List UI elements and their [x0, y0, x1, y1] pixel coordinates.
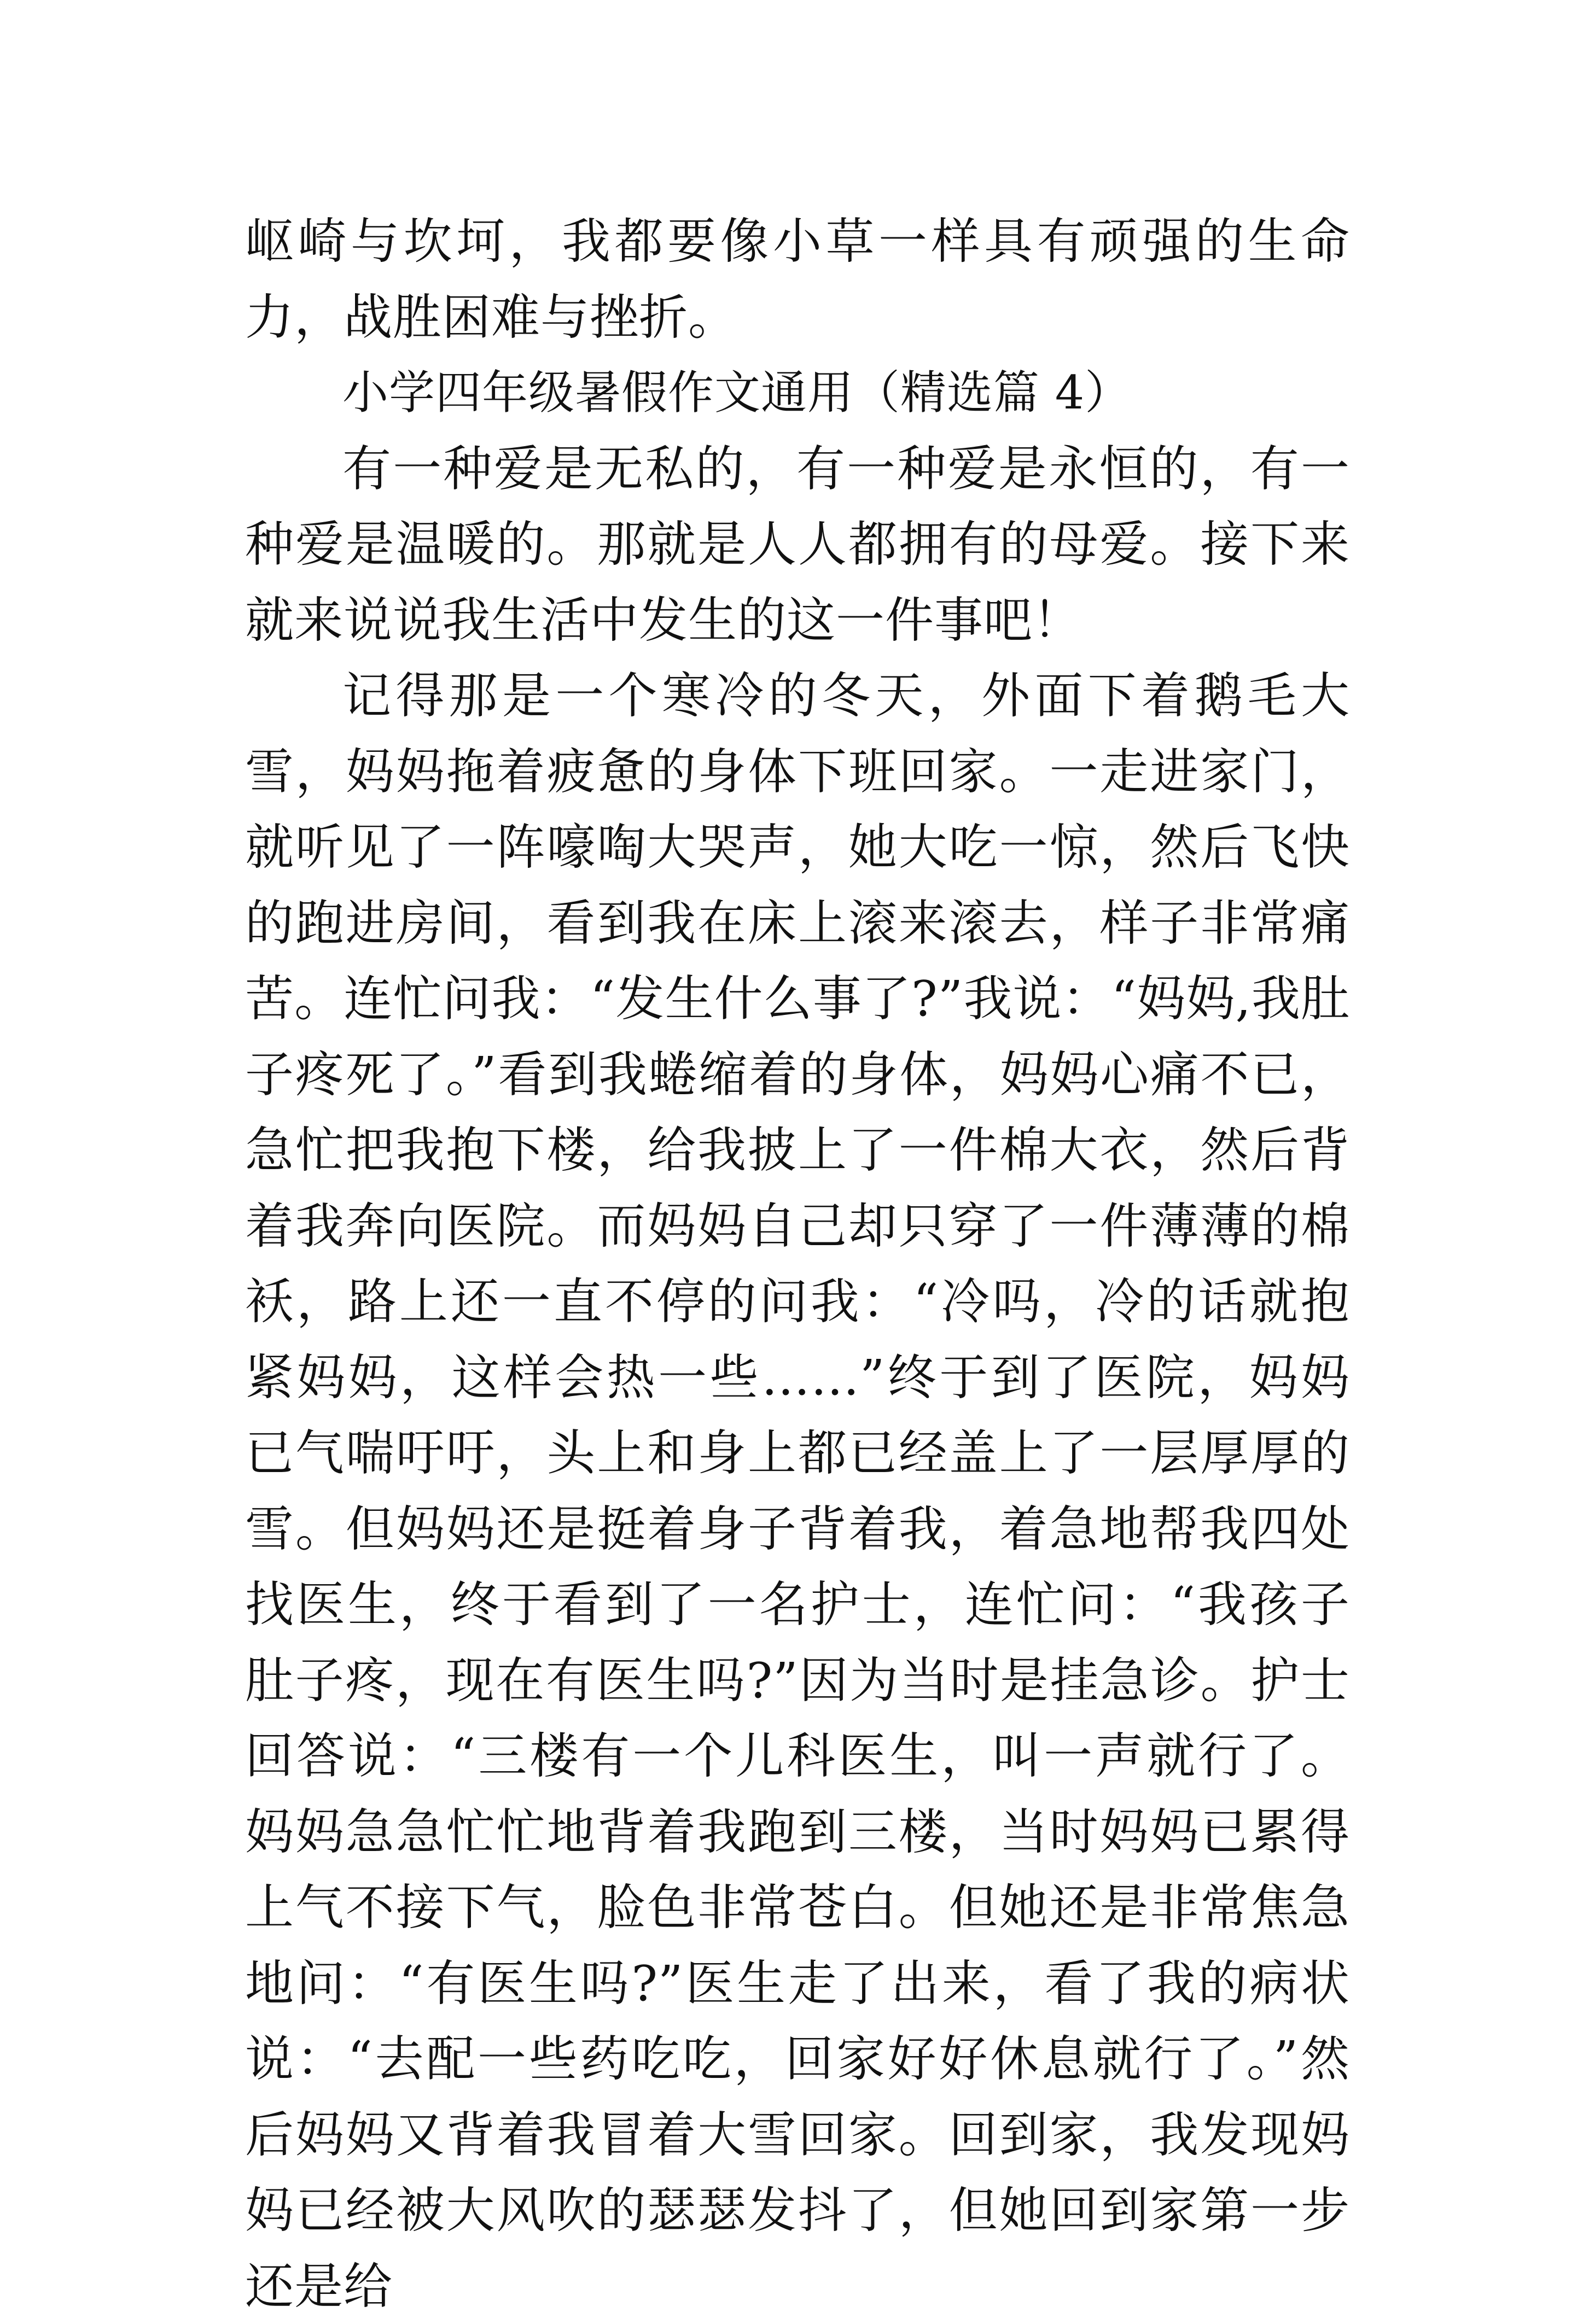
document-body [245, 203, 1350, 2324]
paragraph-story: 记得那是一个寒冷的冬天，外面下着鹅毛大雪，妈妈拖着疲惫的身体下班回家。一走进家门，就听见了一阵嚎啕大哭声，她大吃一惊，然后飞快的跑进房间，看到我在床上滚来滚去，样子非常痛苦。连忙问我：“发生什么事了?”我说：“妈妈,我肚子疼死了。”看到我蜷缩着的身体，妈妈心痛不已，急忙把我抱下楼，给我披上了一件棉大衣，然后背着我奔向医院。而妈妈自己却只穿了一件薄薄的棉袄，路上还一直不停的问我：“冷吗，冷的话就抱紧妈妈，这样会热一些……”终于到了医院，妈妈已气喘吁吁，头上和身上都已经盖上了一层厚厚的雪。但妈妈还是挺着身子背着我，着急地帮我四处找医生，终于看到了一名护士，连忙问：“我孩子肚子疼，现在有医生吗?”因为当时是挂急诊。护士回答说：“三楼有一个儿科医生，叫一声就行了。妈妈急急忙忙地背着我跑到三楼，当时妈妈已累得上气不接下气，脸色非常苍白。但她还是非常焦急地问：“有医生吗?”医生走了出来，看了我的病状说：“去配一些药吃吃，回家好好休息就行了。”然后妈妈又背着我冒着大雪回家。回到家，我发现妈妈已经被大风吹的瑟瑟发抖了，但她回到家第一步还是给 [245, 667, 1350, 2315]
section-heading: 小学四年级暑假作文通用（精选篇 4） [342, 366, 1132, 419]
paragraph-intro: 有一种爱是无私的，有一种爱是永恒的，有一种爱是温暖的。那就是人人都拥有的母爱。接下来就来说说我生活中发生的这一件事吧！ [245, 440, 1350, 649]
paragraph-continuation: 岖崎与坎坷，我都要像小草一样具有顽强的生命力，战胜困难与挫折。 [245, 213, 1350, 346]
